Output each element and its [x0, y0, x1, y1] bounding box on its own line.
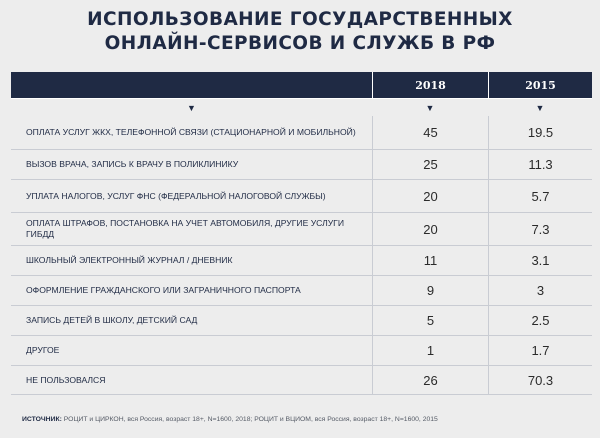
row-label: ЗАПИСЬ ДЕТЕЙ В ШКОЛУ, ДЕТСКИЙ САД	[26, 315, 198, 325]
sort-arrow-2015-icon[interactable]: ▼	[535, 102, 545, 113]
source-note	[22, 416, 438, 423]
value-2018: 11	[372, 246, 488, 275]
value-2015: 3.1	[488, 246, 592, 275]
table-row	[11, 212, 592, 245]
sort-arrow-row	[11, 99, 592, 116]
value-2015: 70.3	[488, 366, 592, 394]
value-2018: 20	[372, 180, 488, 212]
row-label: ДРУГОЕ	[26, 345, 60, 355]
value-2015: 7.3	[488, 213, 592, 245]
value-2018: 25	[372, 150, 488, 179]
sort-arrow-label-icon[interactable]: ▼	[187, 102, 196, 113]
chart-title-line-1: ИСПОЛЬЗОВАНИЕ ГОСУДАРСТВЕННЫХ	[87, 9, 513, 30]
table-header	[11, 72, 592, 99]
column-header-2015[interactable]: 2015	[488, 72, 592, 98]
table-row	[11, 365, 592, 395]
row-label: НЕ ПОЛЬЗОВАЛСЯ	[26, 374, 106, 385]
value-2015: 5.7	[488, 180, 592, 212]
source-label: ИСТОЧНИК:	[22, 416, 62, 423]
value-2015: 1.7	[488, 336, 592, 365]
row-label: ВЫЗОВ ВРАЧА, ЗАПИСЬ К ВРАЧУ В ПОЛИКЛИНИКУ	[26, 159, 239, 169]
value-2015: 11.3	[488, 150, 592, 179]
value-2015: 2.5	[488, 306, 592, 335]
header-label-cell	[11, 72, 372, 98]
row-label: УПЛАТА НАЛОГОВ, УСЛУГ ФНС (ФЕДЕРАЛЬНОЙ НАЛОГОВОЙ СЛУЖБЫ)	[26, 190, 326, 201]
sort-arrow-2018-icon[interactable]: ▼	[425, 102, 435, 113]
table-row	[11, 335, 592, 365]
table-row	[11, 305, 592, 335]
value-2018: 5	[372, 306, 488, 335]
chart-title-line-2: ОНЛАЙН-СЕРВИСОВ И СЛУЖБ В РФ	[104, 33, 496, 54]
table-row	[11, 149, 592, 179]
value-2015: 19.5	[488, 116, 592, 149]
table-body	[11, 116, 592, 395]
table-row	[11, 116, 592, 149]
table-row	[11, 179, 592, 212]
value-2018: 26	[372, 366, 488, 394]
row-label: ОПЛАТА ШТРАФОВ, ПОСТАНОВКА НА УЧЕТ АВТОМОБИЛЯ, ДРУГИЕ УСЛУГИ ГИБДД	[26, 218, 345, 239]
data-table	[11, 72, 592, 395]
value-2018: 20	[372, 213, 488, 245]
value-2018: 9	[372, 276, 488, 305]
table-row	[11, 245, 592, 275]
value-2018: 1	[372, 336, 488, 365]
source-text: РОЦИТ и ЦИРКОН, вся Россия, возраст 18+, N=1600, 2018; РОЦИТ и ВЦИОМ, вся Россия, возраст 18+, N=1600, 2015	[63, 416, 438, 423]
row-label: ШКОЛЬНЫЙ ЭЛЕКТРОННЫЙ ЖУРНАЛ / ДНЕВНИК	[26, 255, 233, 265]
value-2018: 45	[372, 116, 488, 149]
column-header-2018[interactable]: 2018	[372, 72, 488, 98]
value-2015: 3	[488, 276, 592, 305]
row-label: ОПЛАТА УСЛУГ ЖКХ, ТЕЛЕФОННОЙ СВЯЗИ (СТАЦИОНАРНОЙ И МОБИЛЬНОЙ)	[26, 127, 356, 137]
row-label: ОФОРМЛЕНИЕ ГРАЖДАНСКОГО ИЛИ ЗАГРАНИЧНОГО ПАСПОРТА	[26, 285, 301, 295]
table-row	[11, 275, 592, 305]
chart-title	[0, 8, 600, 56]
